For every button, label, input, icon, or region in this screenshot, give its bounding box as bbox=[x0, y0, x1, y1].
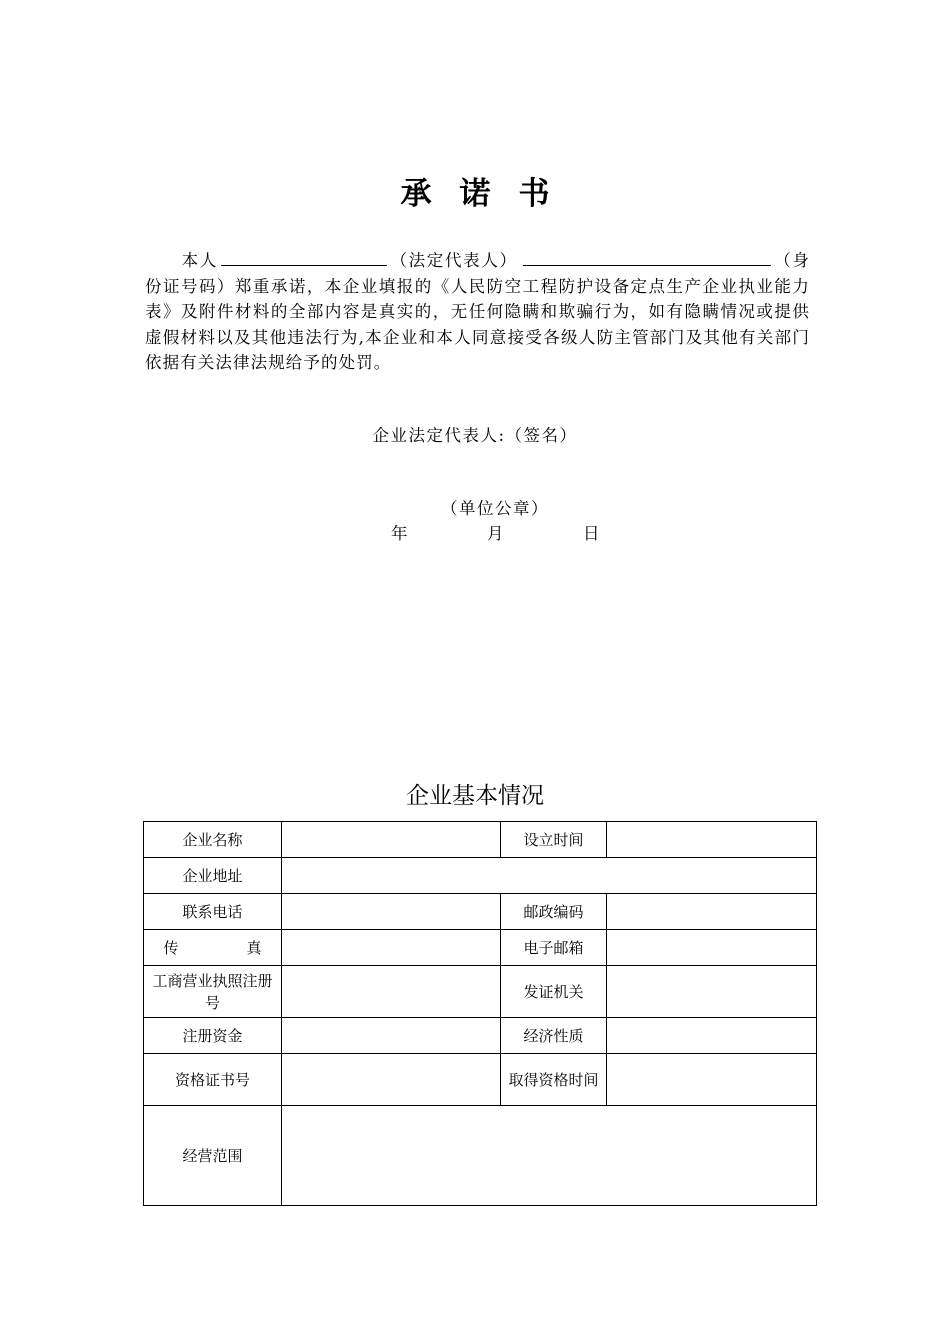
table-row bbox=[144, 822, 817, 858]
table-row bbox=[144, 966, 817, 1018]
certificate-label: 资格证书号 bbox=[144, 1054, 282, 1106]
certificate-field[interactable] bbox=[282, 1054, 501, 1106]
license-field[interactable] bbox=[282, 966, 501, 1018]
table-row bbox=[144, 1054, 817, 1106]
table-row bbox=[144, 1106, 817, 1206]
date-line bbox=[0, 522, 950, 546]
established-field[interactable] bbox=[607, 822, 817, 858]
address-field[interactable] bbox=[282, 858, 817, 894]
company-name-field[interactable] bbox=[282, 822, 501, 858]
business-scope-label: 经营范围 bbox=[144, 1106, 282, 1206]
table-row bbox=[144, 1018, 817, 1054]
date-day: 日 bbox=[583, 524, 600, 543]
page-title: 承诺书 bbox=[400, 176, 578, 212]
email-label: 电子邮箱 bbox=[501, 930, 607, 966]
fax-label bbox=[144, 930, 282, 966]
economic-nature-label: 经济性质 bbox=[501, 1018, 607, 1054]
seal-label: （单位公章） bbox=[441, 499, 549, 518]
table-row bbox=[144, 894, 817, 930]
intro-prefix: 本人 bbox=[181, 251, 218, 270]
capital-label: 注册资金 bbox=[144, 1018, 282, 1054]
postcode-field[interactable] bbox=[607, 894, 817, 930]
fax-field[interactable] bbox=[282, 930, 501, 966]
established-label: 设立时间 bbox=[501, 822, 607, 858]
economic-nature-field[interactable] bbox=[607, 1018, 817, 1054]
fax-label-char-1: 传 bbox=[163, 938, 179, 957]
id-number-blank[interactable] bbox=[523, 246, 771, 266]
name-blank[interactable] bbox=[221, 246, 387, 266]
date-year: 年 bbox=[391, 524, 408, 543]
date-month: 月 bbox=[487, 524, 504, 543]
fax-label-char-2: 真 bbox=[246, 938, 262, 957]
company-info-table bbox=[143, 821, 817, 1206]
phone-field[interactable] bbox=[282, 894, 501, 930]
table-row bbox=[144, 858, 817, 894]
company-name-label: 企业名称 bbox=[144, 822, 282, 858]
email-field[interactable] bbox=[607, 930, 817, 966]
section-title: 企业基本情况 bbox=[406, 783, 544, 809]
table-row bbox=[144, 930, 817, 966]
pledge-paragraph bbox=[145, 246, 810, 376]
phone-label: 联系电话 bbox=[144, 894, 282, 930]
pledge-body-text: （身份证号码）郑重承诺，本企业填报的《人民防空工程防护设备定点生产企业执业能力表》及附件材料的全部内容是真实的，无任何隐瞒和欺骗行为，如有隐瞒情况或提供虚假材料以及其他违法行为,本企业和本人同意接受各级人防主管部门及其他有关部门依据有关法律法规给予的处罚。 bbox=[145, 251, 810, 372]
signature-label: 企业法定代表人:（签名） bbox=[372, 426, 578, 445]
business-scope-field[interactable] bbox=[282, 1106, 817, 1206]
issuer-field[interactable] bbox=[607, 966, 817, 1018]
certificate-time-field[interactable] bbox=[607, 1054, 817, 1106]
license-label: 工商营业执照注册号 bbox=[144, 966, 282, 1018]
address-label: 企业地址 bbox=[144, 858, 282, 894]
issuer-label: 发证机关 bbox=[501, 966, 607, 1018]
certificate-time-label: 取得资格时间 bbox=[501, 1054, 607, 1106]
capital-field[interactable] bbox=[282, 1018, 501, 1054]
postcode-label: 邮政编码 bbox=[501, 894, 607, 930]
legal-rep-label: （法定代表人） bbox=[389, 251, 518, 270]
